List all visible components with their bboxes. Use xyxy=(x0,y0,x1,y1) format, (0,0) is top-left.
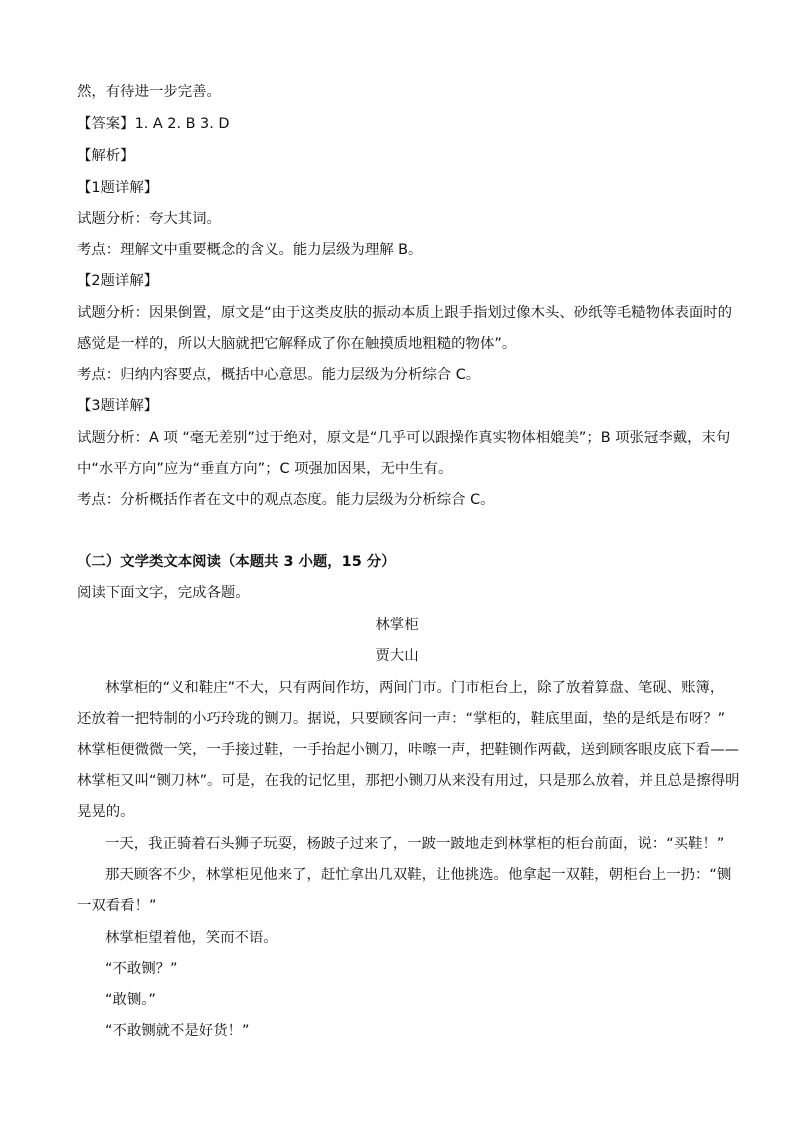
q1-analysis: 试题分析：夸大其词。 xyxy=(77,211,221,227)
para3-line1: 那天顾客不少，林掌柜见他来了，赶忙拿出几双鞋，让他挑选。他拿起一双鞋，朝柜台上一扔：“铡 xyxy=(105,867,732,883)
q3-analysis-line2: 中“水平方向”应为“垂直方向”；C 项强加因果，无中生有。 xyxy=(77,461,453,477)
q1-heading: 【1题详解】 xyxy=(77,180,159,196)
dialogue-line3: “不敢铡就不是好货！” xyxy=(105,1023,250,1039)
para2-line1: 一天，我正骑着石头狮子玩耍，杨跛子过来了，一跛一跛地走到林掌柜的柜台前面，说：“买鞋！” xyxy=(105,836,725,852)
instruction-line: 阅读下面文字，完成各题。 xyxy=(77,585,250,601)
para3-line2: 一双看看！” xyxy=(77,898,157,914)
q2-analysis-line1: 试题分析：因果倒置，原文是“由于这类皮肤的振动本质上跟手指划过像木头、砂纸等毛糙物体表面时的 xyxy=(77,305,733,321)
q3-point: 考点：分析概括作者在文中的观点态度。能力层级为分析综合 C。 xyxy=(77,492,495,508)
para1-line1: 林掌柜的“义和鞋庄”不大，只有两间作坊，两间门市。门市柜台上，除了放着算盘、笔砚、账簿， xyxy=(105,680,725,696)
q2-point: 考点：归纳内容要点，概括中心意思。能力层级为分析综合 C。 xyxy=(77,367,481,383)
story-title: 林掌柜 xyxy=(375,617,419,633)
dialogue-line1: “不敢铡？” xyxy=(105,961,178,977)
para1-line4: 林掌柜又叫“铡刀林”。可是，在我的记忆里，那把小铡刀从来没有用过，只是那么放着，并且总是擦得明 xyxy=(77,773,740,789)
q2-heading: 【2题详解】 xyxy=(77,273,159,289)
q3-heading: 【3题详解】 xyxy=(77,398,159,414)
section-heading: （二）文学类文本阅读（本题共 3 小题，15 分） xyxy=(77,554,396,570)
text-line-continuation: 然，有待进一步完善。 xyxy=(77,84,221,100)
para1-line2: 还放着一把特制的小巧玲珑的铡刀。据说，只要顾客问一声：“掌柜的，鞋底里面，垫的是纸是布呀？” xyxy=(77,711,726,727)
q1-point: 考点：理解文中重要概念的含义。能力层级为理解 B。 xyxy=(77,242,423,258)
story-author: 贾大山 xyxy=(375,648,419,664)
q2-analysis-line2: 感觉是一样的，所以大脑就把它解释成了你在触摸质地粗糙的物体”。 xyxy=(77,336,517,352)
q3-analysis-line1: 试题分析：A 项 “毫无差别”过于绝对，原文是“几乎可以跟操作真实物体相媲美”；B 项张冠李戴，末句 xyxy=(77,430,731,446)
para4-line1: 林掌柜望着他，笑而不语。 xyxy=(105,930,278,946)
answer-line: 【答案】1. A 2. B 3. D xyxy=(77,116,230,132)
dialogue-line2: “敢铡。” xyxy=(105,992,156,1008)
para1-line5: 晃晃的。 xyxy=(77,804,135,820)
para1-line3: 林掌柜便微微一笑，一手接过鞋，一手抬起小铡刀，咔嚓一声，把鞋铡作两截，送到顾客眼皮底下看—— xyxy=(77,742,739,758)
analysis-heading: 【解析】 xyxy=(77,148,135,164)
